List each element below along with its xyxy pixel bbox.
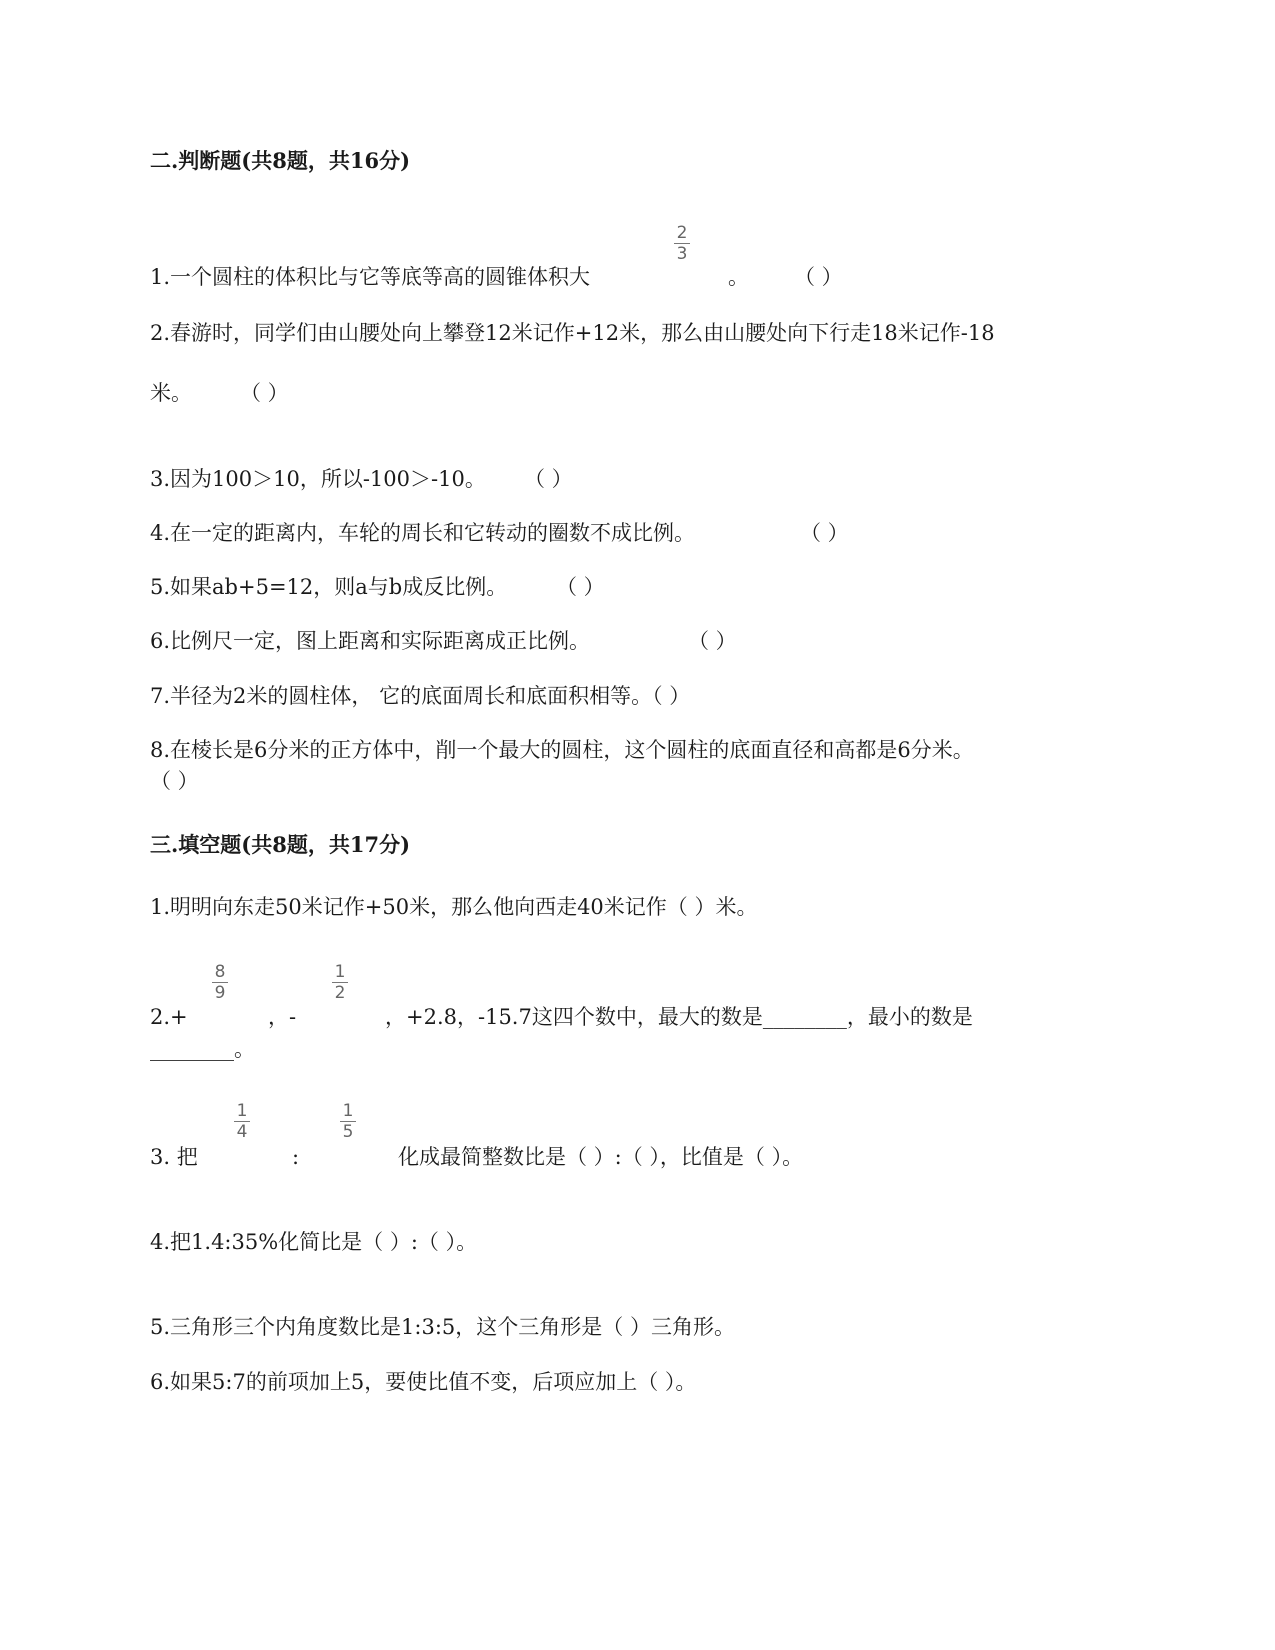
s2-q3-text: 3.因为100＞10，所以-100＞-10。 <box>150 467 486 491</box>
s2-q1-end: 。 <box>728 265 749 289</box>
s3-q2-separator: ，- <box>268 1005 297 1029</box>
fraction-numerator: 1 <box>342 1101 354 1121</box>
s2-q7-text: 7.半径为2米的圆柱体， 它的底面周长和底面积相等。（ ） <box>150 684 691 708</box>
s3-q2-blank-line2[interactable]: ________。 <box>150 1037 255 1061</box>
fraction-denominator: 9 <box>214 983 226 1004</box>
s3-q4-text: 4.把1.4:35%化简比是（ ）:（ ）。 <box>150 1230 478 1254</box>
fraction-numerator: 1 <box>334 962 346 982</box>
s3-q2-fraction-2 <box>332 963 348 1002</box>
s2-q8-line1: 8.在棱长是6分米的正方体中，削一个最大的圆柱，这个圆柱的底面直径和高都是6分米。 <box>150 738 974 762</box>
s3-q3-rest: 化成最简整数比是（ ）:（ ），比值是（ ）。 <box>398 1145 804 1169</box>
s2-q6-answer-paren[interactable]: （ ） <box>688 629 737 653</box>
s3-q6-text: 6.如果5:7的前项加上5，要使比值不变，后项应加上（ ）。 <box>150 1370 697 1394</box>
s2-q5-text: 5.如果ab+5=12，则a与b成反比例。 <box>150 575 508 599</box>
fraction-numerator: 1 <box>236 1101 248 1121</box>
section3-heading: 三.填空题(共8题，共17分) <box>150 832 411 857</box>
s3-q2-prefix: 2.+ <box>150 1005 188 1029</box>
s2-q4-answer-paren[interactable]: （ ） <box>800 521 849 545</box>
s2-q6-text: 6.比例尺一定，图上距离和实际距离成正比例。 <box>150 629 591 653</box>
s3-q2-fraction-1 <box>212 963 228 1002</box>
s2-q1-fraction <box>674 224 690 263</box>
s3-q2-rest: ，+2.8，-15.7这四个数中，最大的数是________，最小的数是 <box>385 1005 973 1029</box>
fraction-denominator: 3 <box>676 244 688 265</box>
s3-q5-text: 5.三角形三个内角度数比是1:3:5，这个三角形是（ ）三角形。 <box>150 1315 735 1339</box>
s2-q3-answer-paren[interactable]: （ ） <box>524 467 573 491</box>
fraction-numerator: 8 <box>214 962 226 982</box>
s2-q8-answer-paren[interactable]: （ ） <box>150 769 199 793</box>
fraction-denominator: 5 <box>342 1122 354 1143</box>
fraction-denominator: 4 <box>236 1122 248 1143</box>
s2-q1-text: 1.一个圆柱的体积比与它等底等高的圆锥体积大 <box>150 265 591 289</box>
section2-heading: 二.判断题(共8题，共16分) <box>150 148 411 173</box>
s3-q3-fraction-1 <box>234 1102 250 1141</box>
s2-q4-text: 4.在一定的距离内，车轮的周长和它转动的圈数不成比例。 <box>150 521 696 545</box>
s3-q3-colon: : <box>292 1145 300 1169</box>
s2-q2-line2: 米。 <box>150 381 192 405</box>
s2-q2-line1: 2.春游时，同学们由山腰处向上攀登12米记作+12米，那么由山腰处向下行走18米记作-18 <box>150 321 995 345</box>
fraction-numerator: 2 <box>676 223 688 243</box>
s2-q1-answer-paren[interactable]: （ ） <box>794 265 843 289</box>
s2-q5-answer-paren[interactable]: （ ） <box>556 575 605 599</box>
s2-q2-answer-paren[interactable]: （ ） <box>240 381 289 405</box>
s3-q3-prefix: 3. 把 <box>150 1145 198 1169</box>
s3-q1-text: 1.明明向东走50米记作+50米，那么他向西走40米记作（ ）米。 <box>150 895 758 919</box>
s3-q3-fraction-2 <box>340 1102 356 1141</box>
fraction-denominator: 2 <box>334 983 346 1004</box>
